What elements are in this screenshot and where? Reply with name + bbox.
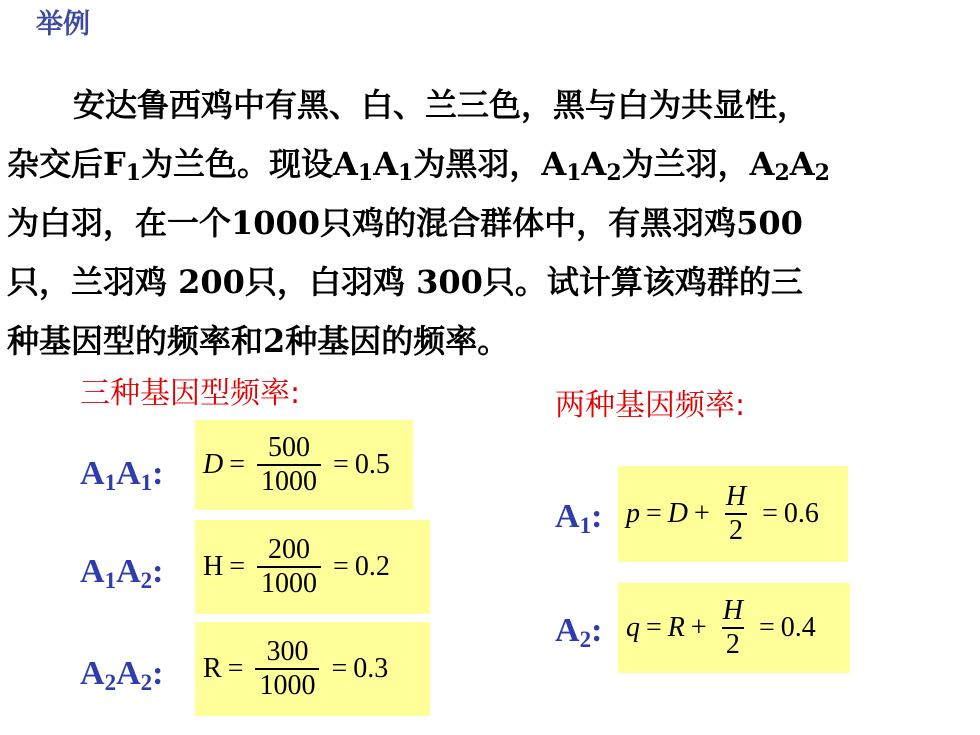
label-a1a2: $A_1A_2$: xyxy=(80,553,164,593)
heading: 举例 xyxy=(36,9,90,40)
formula-h: H = $\frac{200}{1000}$ = 0.2 xyxy=(195,520,430,614)
label-a1: $A_1$: xyxy=(555,498,603,538)
formula-q: q = R + $\frac{H}{2}$ = 0.4 xyxy=(618,583,850,673)
genotype-title: 三种基因型频率: xyxy=(80,376,301,411)
label-a2a2: $A_2A_2$: xyxy=(80,655,164,695)
formula-d: D = $\frac{500}{1000}$ = 0.5 xyxy=(195,420,413,510)
paragraph-line-4: 只，兰羽鸡 200只，白羽鸡 300只。试计算该鸡群的三 xyxy=(7,263,803,301)
formula-p: p = D + $\frac{H}{2}$ = 0.6 xyxy=(618,466,848,562)
paragraph-line-3: 为白羽，在一个1000只鸡的混合群体中，有黑羽鸡500 xyxy=(7,204,803,242)
paragraph-line-2: 杂交后$F_1$为兰色。现设$A_1A_1$为黑羽，$A_1A_2$为兰羽，$A_2A_2$ xyxy=(7,145,830,186)
allele-title: 两种基因频率: xyxy=(555,388,746,423)
label-a1a1: $A_1A_1$: xyxy=(80,455,164,495)
problem-text xyxy=(7,76,975,371)
paragraph-line-1: 安达鲁西鸡中有黑、白、兰三色，黑与白为共显性， xyxy=(73,86,810,124)
label-a2: $A_2$: xyxy=(555,612,603,652)
paragraph-line-5: 种基因型的频率和2种基因的频率。 xyxy=(7,322,510,360)
formula-r: R = $\frac{300}{1000}$ = 0.3 xyxy=(195,622,430,716)
